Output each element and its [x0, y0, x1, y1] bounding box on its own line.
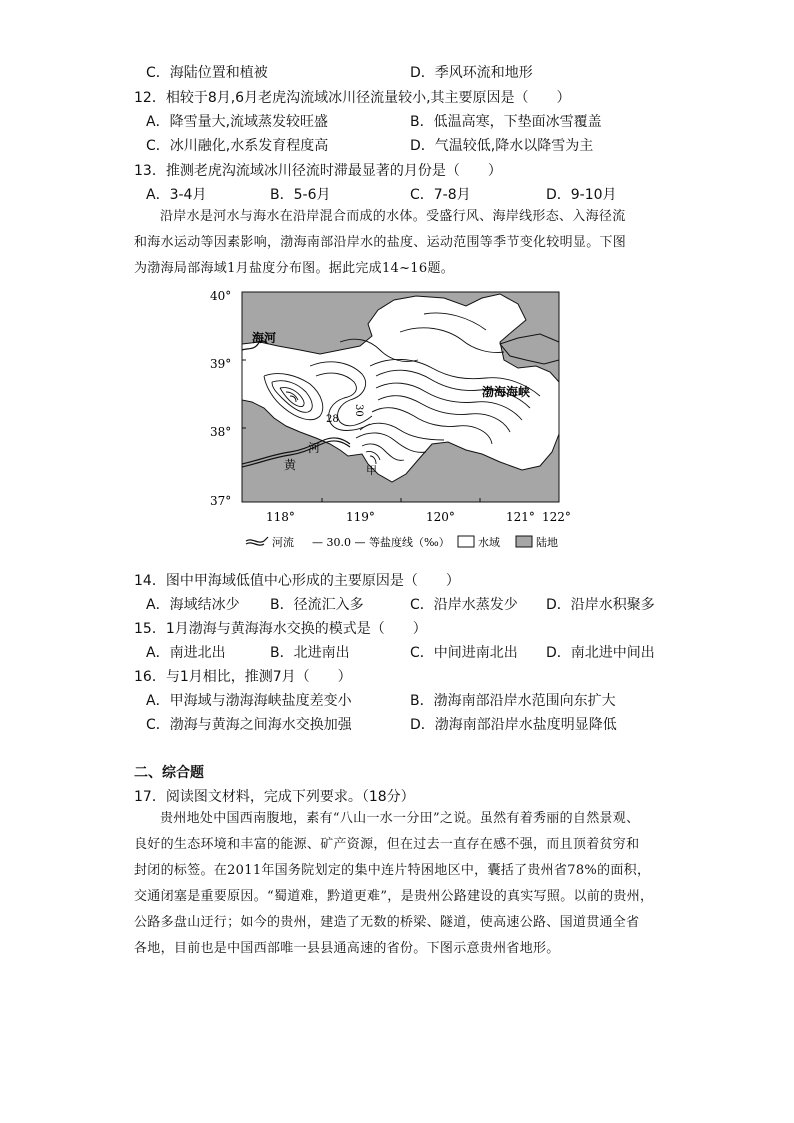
lon-label-119: 119°	[346, 510, 375, 524]
q11-option-c: C．海陆位置和植被	[146, 65, 268, 81]
q13-option-c: C．7-8月	[410, 187, 471, 203]
q17-line-1: 贵州地处中国西南腹地，素有“八山一水一分田”之说。虽然有着秀丽的自然景观、	[160, 811, 640, 826]
q17-line-4: 交通闭塞是重要原因。“蜀道难，黔道更难”，是贵州公路建设的真实写照。以前的贵州，	[134, 889, 654, 904]
lon-label-118: 118°	[266, 510, 295, 524]
q14-option-a: A．海域结冰少	[146, 597, 240, 613]
label-bohai-strait: 渤海海峡	[482, 385, 531, 399]
q17-stem: 17．阅读图文材料，完成下列要求。（18分）	[134, 789, 415, 805]
q14-option-c: C．沿岸水蒸发少	[410, 597, 518, 613]
legend-isoline-label: — 30.0 — 等盐度线（‰）	[312, 536, 450, 549]
section-heading: 二、综合题	[134, 765, 204, 781]
q12-option-b: B．低温高寒，下垫面冰雪覆盖	[410, 114, 602, 130]
q13-stem: 13．推测老虎沟流域冰川径流时滞最显著的月份是（ ）	[134, 163, 502, 179]
legend-water-swatch	[458, 536, 474, 547]
q17-line-2: 良好的生态环境和丰富的能源、矿产资源，但在过去一直存在感不强，而且顶着贫穷和	[134, 837, 640, 852]
lon-label-121: 121°	[506, 510, 535, 524]
q12-option-c: C．冰川融化,水系发育程度高	[146, 138, 329, 154]
lon-label-120: 120°	[426, 510, 455, 524]
lon-label-122: 122°	[542, 510, 571, 524]
q17-line-5: 公路多盘山迂行；如今的贵州，建造了无数的桥梁、隧道，使高速公路、国道贯通全省	[134, 915, 640, 930]
legend-river-label: 河流	[272, 536, 294, 549]
q13-option-b: B．5-6月	[270, 187, 331, 203]
q13-option-a: A．3-4月	[146, 187, 207, 203]
material-paragraph	[134, 204, 669, 282]
legend-water-label: 水域	[478, 536, 500, 549]
bohai-salinity-map	[200, 284, 600, 556]
lat-label-39: 39°	[210, 357, 232, 371]
q17-material	[134, 806, 669, 962]
q12-option-a: A．降雪量大,流域蒸发较旺盛	[146, 114, 329, 130]
q15-option-a: A．南进北出	[146, 645, 226, 661]
q17-line-6: 各地，目前也是中国西部唯一县县通高速的省份。下图示意贵州省地形。	[134, 941, 560, 956]
label-huang: 黄	[284, 458, 297, 472]
legend-river-symbol	[246, 537, 268, 542]
q16-option-b: B．渤海南部沿岸水范围向东扩大	[410, 693, 616, 709]
lat-label-37: 37°	[210, 494, 232, 508]
q14-stem: 14．图中甲海域低值中心形成的主要原因是（ ）	[134, 573, 460, 589]
legend-land-swatch	[516, 536, 532, 547]
q12-option-d: D．气温较低,降水以降雪为主	[410, 138, 594, 154]
q15-option-d: D．南北进中间出	[546, 645, 655, 661]
lat-label-38: 38°	[210, 425, 232, 439]
label-he: 河	[308, 441, 321, 455]
q13-option-d: D．9-10月	[546, 187, 617, 203]
lat-label-40: 40°	[210, 289, 232, 303]
q12-stem: 12．相较于8月,6月老虎沟流域冰川径流量较小,其主要原因是（ ）	[134, 90, 571, 106]
material-line-1: 沿岸水是河水与海水在沿岸混合而成的水体。受盛行风、海岸线形态、入海径流	[160, 209, 626, 224]
q14-option-b: B．径流汇入多	[270, 597, 364, 613]
q16-option-d: D．渤海南部沿岸水盐度明显降低	[410, 717, 617, 733]
map-frame	[242, 292, 559, 502]
q16-stem: 16．与1月相比，推测7月（ ）	[134, 669, 352, 685]
label-isoline-30: 30	[353, 404, 364, 417]
q15-stem: 15．1月渤海与黄海海水交换的模式是（ ）	[134, 621, 427, 637]
material-line-2: 和海水运动等因素影响，渤海南部沿岸水的盐度、运动范围等季节变化较明显。下图	[134, 235, 627, 250]
material-line-3: 为渤海局部海域1月盐度分布图。据此完成14~16题。	[134, 261, 455, 276]
q14-option-d: D．沿岸水积聚多	[546, 597, 655, 613]
q16-option-c: C．渤海与黄海之间海水交换加强	[146, 717, 352, 733]
q11-option-d: D．季风环流和地形	[410, 65, 533, 81]
legend-land-label: 陆地	[536, 536, 558, 549]
label-haihe: 海河	[252, 331, 277, 345]
q15-option-c: C．中间进南北出	[410, 645, 518, 661]
label-jia: 甲	[366, 464, 377, 477]
q16-option-a: A．甲海域与渤海海峡盐度差变小	[146, 693, 352, 709]
label-isoline-28: 28	[326, 414, 339, 425]
q17-line-3: 封闭的标签。在2011年国务院划定的集中连片特困地区中，囊括了贵州省78%的面积，	[134, 863, 651, 878]
map-legend	[246, 535, 558, 549]
q15-option-b: B．北进南出	[270, 645, 350, 661]
